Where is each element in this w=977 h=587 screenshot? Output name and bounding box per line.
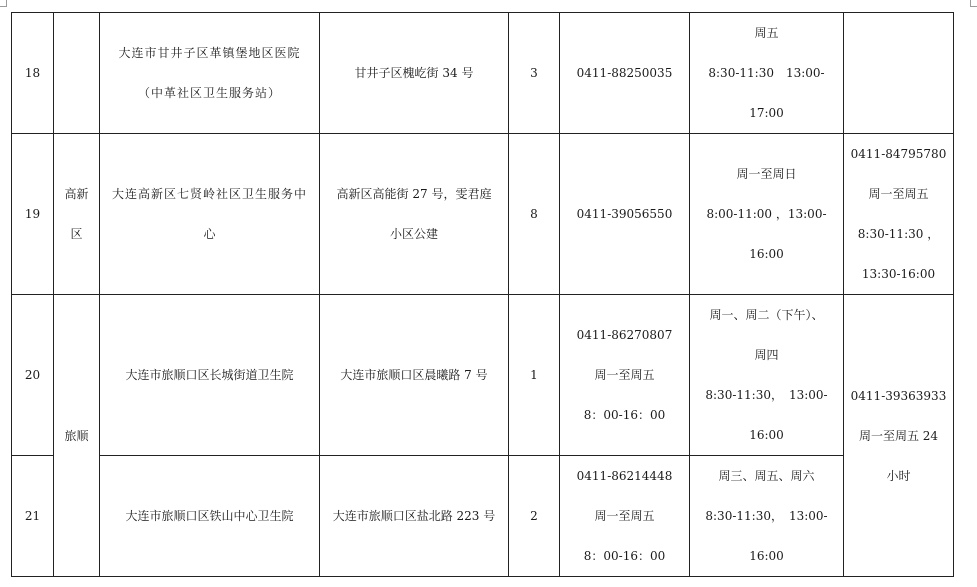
count-cell: 2: [509, 456, 560, 577]
hospital-name-cell: 大连市旅顺口区长城街道卫生院: [100, 295, 320, 456]
hospital-table: [11, 12, 954, 577]
phone-cell: 0411-86214448 周一至周五 8：00-16：00: [560, 456, 690, 577]
row-number: 19: [12, 134, 54, 295]
hospital-name-cell: 大连市甘井子区革镇堡地区医院 （中革社区卫生服务站）: [100, 13, 320, 134]
row-number: 18: [12, 13, 54, 134]
phone-cell: 0411-86270807 周一至周五 8：00-16：00: [560, 295, 690, 456]
extra-contact-cell: [844, 13, 954, 134]
table-row: [12, 295, 954, 456]
hours-cell: 周一至周日 8:00-11:00 ，13:00- 16:00: [690, 134, 844, 295]
address-cell: 大连市旅顺口区晨曦路 7 号: [320, 295, 509, 456]
district-cell: 高新 区: [54, 134, 100, 295]
address-cell: 甘井子区槐屹街 34 号: [320, 13, 509, 134]
hospital-name-cell: 大连市旅顺口区铁山中心卫生院: [100, 456, 320, 577]
hours-cell: 周五 8:30-11:30 13:00- 17:00: [690, 13, 844, 134]
count-cell: 8: [509, 134, 560, 295]
phone-cell: 0411-39056550: [560, 134, 690, 295]
district-cell-lushun: 旅顺: [54, 295, 100, 577]
district-cell: [54, 13, 100, 134]
row-number: 21: [12, 456, 54, 577]
hours-cell: 周一、周二（下午）、 周四 8:30-11:30， 13:00- 16:00: [690, 295, 844, 456]
extra-contact-cell: 0411-84795780 周一至周五 8:30-11:30 ， 13:30-16:00: [844, 134, 954, 295]
hours-cell: 周三、周五、周六 8:30-11:30， 13:00- 16:00: [690, 456, 844, 577]
page-corner-mark-left: [0, 0, 7, 7]
hospital-name-cell: 大连高新区七贤岭社区卫生服务中 心: [100, 134, 320, 295]
table-row: [12, 456, 954, 577]
table-row: [12, 13, 954, 134]
count-cell: 3: [509, 13, 560, 134]
table-row: [12, 134, 954, 295]
extra-contact-cell-lushun: 0411-39363933 周一至周五 24 小时: [844, 295, 954, 577]
count-cell: 1: [509, 295, 560, 456]
page-corner-mark-right: [970, 0, 977, 7]
address-cell: 高新区高能街 27 号，雯君庭 小区公建: [320, 134, 509, 295]
address-cell: 大连市旅顺口区盐北路 223 号: [320, 456, 509, 577]
row-number: 20: [12, 295, 54, 456]
phone-cell: 0411-88250035: [560, 13, 690, 134]
